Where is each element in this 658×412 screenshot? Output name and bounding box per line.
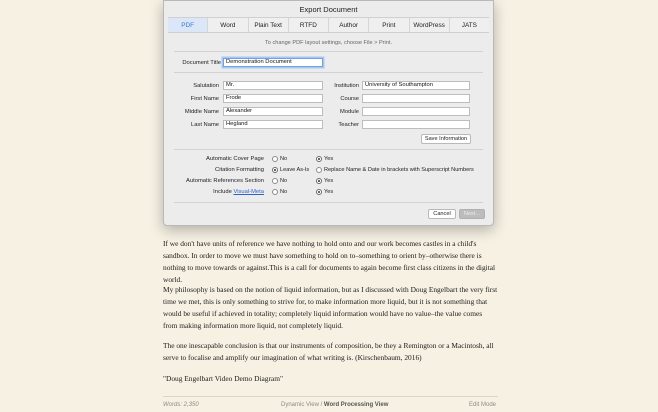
citation-replace-label[interactable]: Replace Name & Date in brackets with Superscript Numbers (324, 167, 474, 173)
teacher-label: Teacher (338, 122, 359, 128)
status-bar (163, 396, 498, 412)
paragraph: "Doug Engelbart Video Demo Diagram" (163, 374, 283, 383)
include-visual-meta-label (169, 189, 264, 195)
first-name-field[interactable]: Frode (223, 94, 323, 103)
citation-replace-radio[interactable] (316, 167, 322, 173)
word-processing-view-label[interactable]: Word Processing View (323, 402, 389, 408)
include-label: Include (213, 189, 232, 195)
last-name-label: Last Name (190, 122, 219, 128)
citation-leave-as-is-label[interactable]: Leave As-Is (280, 167, 310, 173)
tab-rtfd[interactable]: RTFD (289, 18, 329, 32)
references-yes-label[interactable]: Yes (324, 178, 334, 184)
divider (174, 72, 483, 73)
institution-field[interactable]: University of Southampton (362, 81, 470, 90)
divider (174, 149, 483, 150)
edit-mode-button[interactable]: Edit Mode (468, 402, 496, 408)
course-field[interactable] (362, 94, 470, 103)
citation-formatting-label: Citation Formatting (215, 167, 264, 173)
cancel-button[interactable]: Cancel (428, 209, 456, 219)
tab-pdf[interactable]: PDF (168, 18, 208, 32)
course-label: Course (340, 96, 359, 102)
teacher-field[interactable] (362, 120, 470, 129)
references-no-label[interactable]: No (280, 178, 288, 184)
middle-name-label: Middle Name (184, 109, 219, 115)
save-information-button[interactable]: Save Information (421, 134, 471, 144)
first-name-label: First Name (190, 96, 219, 102)
salutation-label: Salutation (193, 83, 219, 89)
export-format-tabs (168, 17, 489, 33)
cover-page-yes-radio[interactable] (316, 156, 322, 162)
tab-word[interactable]: Word (208, 18, 248, 32)
cover-page-yes-label[interactable]: Yes (324, 156, 334, 162)
dialog-title: Export Document (299, 5, 358, 14)
visual-meta-no-label[interactable]: No (280, 189, 288, 195)
institution-label: Institution (334, 83, 359, 89)
visual-meta-no-radio[interactable] (272, 189, 278, 195)
cover-page-no-radio[interactable] (272, 156, 278, 162)
dynamic-view-label[interactable]: Dynamic View / (281, 402, 324, 408)
visual-meta-yes-radio[interactable] (316, 189, 322, 195)
tab-print[interactable]: Print (369, 18, 409, 32)
word-count: Words: 2,350 (163, 402, 199, 408)
next-button[interactable]: Next... (459, 209, 485, 219)
middle-name-field[interactable]: Alexander (223, 107, 323, 116)
document-title-field[interactable]: Demonstration Document (223, 58, 323, 67)
divider (174, 51, 483, 52)
salutation-field[interactable]: Mr. (223, 81, 323, 90)
automatic-cover-page-label: Automatic Cover Page (206, 156, 264, 162)
references-yes-radio[interactable] (316, 178, 322, 184)
cover-page-no-label[interactable]: No (280, 156, 288, 162)
paragraph: My philosophy is based on the notion of liquid information, but as I discussed with Doug Engelbart the very first time we met, this is only something to strive for, to make information more liquid, but it is not something that would be useful if achieved in totality; completely liquid information would have no value–the value comes from making information more liquid, not completely liquid. (163, 285, 498, 330)
module-field[interactable] (362, 107, 470, 116)
tab-wordpress[interactable]: WordPress (410, 18, 450, 32)
last-name-field[interactable]: Hegland (223, 120, 323, 129)
pdf-settings-hint: To change PDF layout settings, choose File > Print. (264, 40, 392, 46)
references-no-radio[interactable] (272, 178, 278, 184)
module-label: Module (339, 109, 359, 115)
paragraph: The one inescapable conclusion is that our instruments of composition, be they a Remington or a Macintosh, all serve to focalise and amplify our imagination of what writing is. (Kirschenbaum, 2016) (163, 341, 494, 362)
divider (174, 202, 483, 203)
tab-author[interactable]: Author (329, 18, 369, 32)
tab-jats[interactable]: JATS (461, 22, 477, 29)
visual-meta-yes-label[interactable]: Yes (324, 189, 334, 195)
paragraph: If we don't have units of reference we have nothing to hold onto and our work becomes castles in a child's sandbox. In order to move we must have something to hold on to–something to orient by–otherwise there is nothing to move towards or against.This is a call for documents to again become first class citizens in the digital world. (163, 239, 496, 284)
tab-plain-text[interactable]: Plain Text (249, 18, 289, 32)
view-switcher[interactable] (281, 402, 388, 408)
document-title-label: Document Title (182, 60, 221, 66)
automatic-references-label: Automatic References Section (186, 178, 264, 184)
citation-leave-as-is-radio[interactable] (272, 167, 278, 173)
export-dialog (163, 0, 494, 226)
visual-meta-link[interactable]: Visual-Meta (233, 189, 264, 195)
